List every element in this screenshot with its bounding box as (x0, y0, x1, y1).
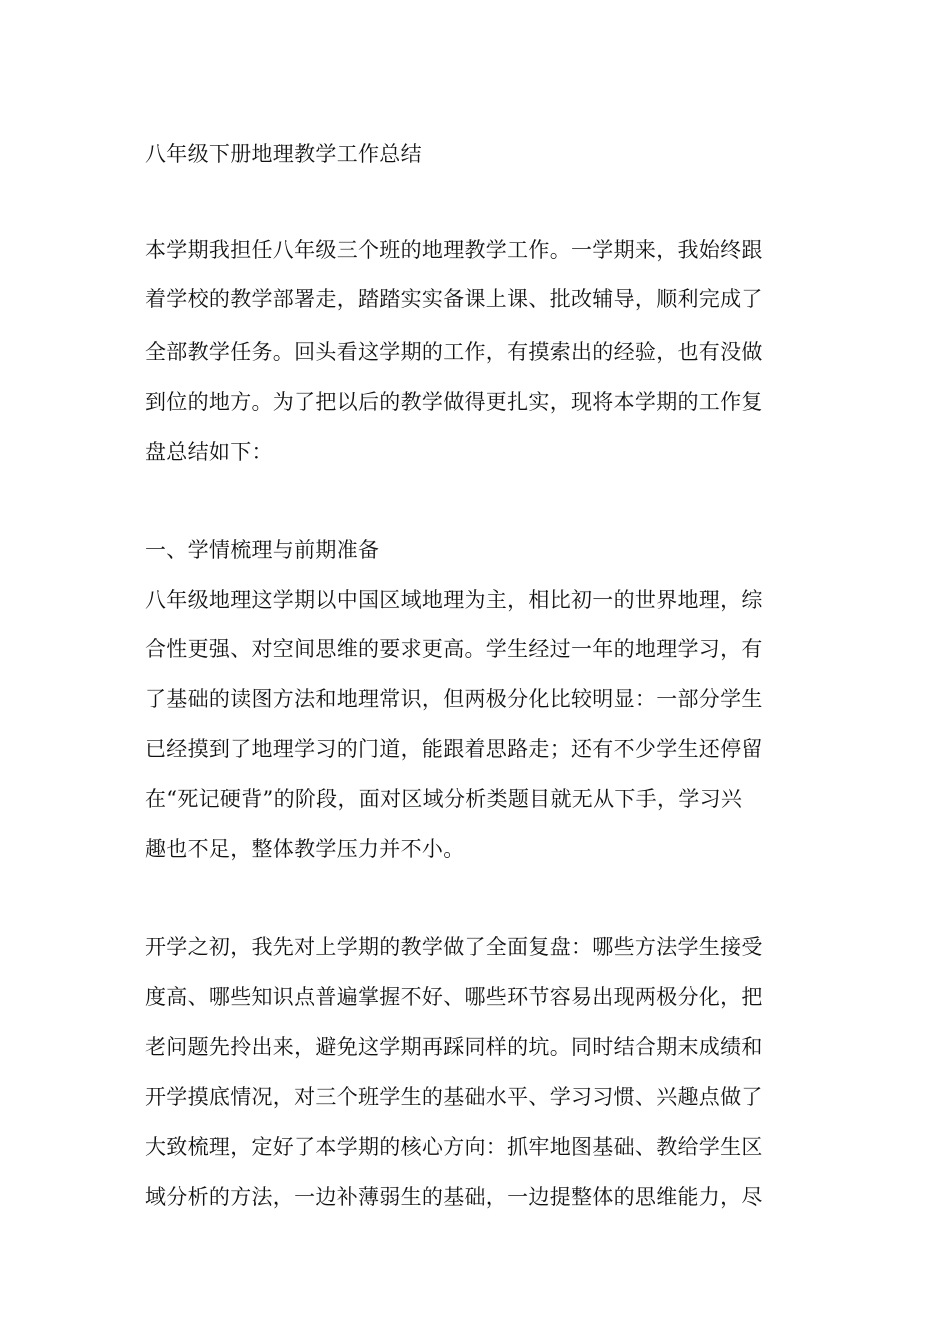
section-heading: 一、学情梳理与前期准备 (145, 538, 380, 562)
paragraph-line: 开学摸底情况，对三个班学生的基础水平、学习习惯、兴趣点做了 (145, 1085, 763, 1109)
paragraph-line: 八年级地理这学期以中国区域地理为主，相比初一的世界地理，综 (145, 588, 763, 612)
document-title: 八年级下册地理教学工作总结 (145, 142, 422, 166)
intro-line: 盘总结如下： (145, 440, 273, 464)
paragraph-line: 合性更强、对空间思维的要求更高。学生经过一年的地理学习，有 (145, 637, 763, 661)
paragraph-line: 已经摸到了地理学习的门道，能跟着思路走；还有不少学生还停留 (145, 737, 763, 761)
intro-line: 全部教学任务。回头看这学期的工作，有摸索出的经验，也有没做 (145, 340, 763, 364)
intro-line: 到位的地方。为了把以后的教学做得更扎实，现将本学期的工作复 (145, 390, 763, 414)
paragraph-line: 大致梳理，定好了本学期的核心方向：抓牢地图基础、教给学生区 (145, 1135, 763, 1159)
paragraph-line: 了基础的读图方法和地理常识，但两极分化比较明显：一部分学生 (145, 687, 763, 711)
paragraph-line: 老问题先拎出来，避免这学期再踩同样的坑。同时结合期末成绩和 (145, 1035, 763, 1059)
paragraph-line: 度高、哪些知识点普遍掌握不好、哪些环节容易出现两极分化，把 (145, 985, 763, 1009)
intro-line: 本学期我担任八年级三个班的地理教学工作。一学期来，我始终跟 (145, 238, 763, 262)
paragraph-line: 在“死记硬背”的阶段，面对区域分析类题目就无从下手，学习兴 (145, 787, 743, 811)
paragraph-line: 趣也不足，整体教学压力并不小。 (145, 837, 465, 861)
paragraph-line: 开学之初，我先对上学期的教学做了全面复盘：哪些方法学生接受 (145, 935, 763, 959)
intro-line: 着学校的教学部署走，踏踏实实备课上课、批改辅导，顺利完成了 (145, 287, 763, 311)
paragraph-line: 域分析的方法，一边补薄弱生的基础，一边提整体的思维能力，尽 (145, 1185, 763, 1209)
